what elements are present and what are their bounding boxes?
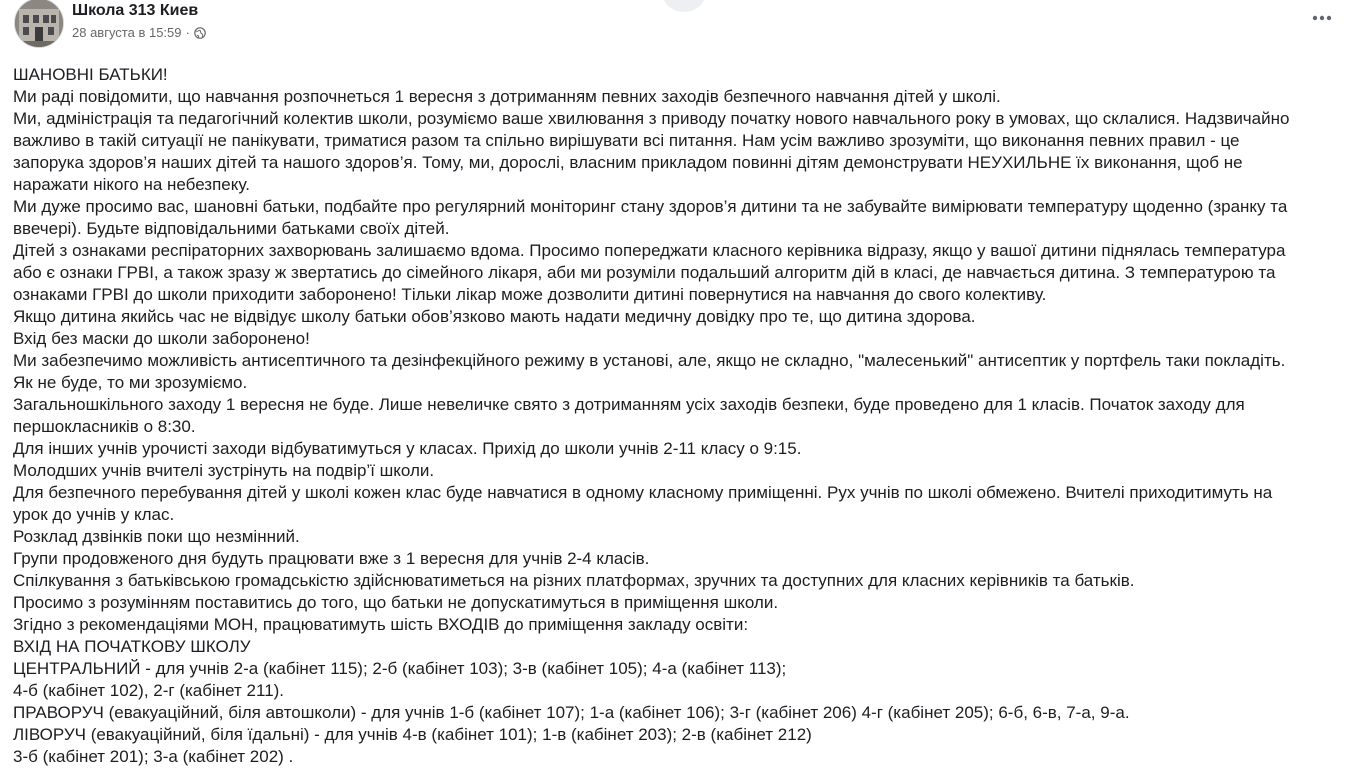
post-text-line: ПРАВОРУЧ (евакуаційний, біля автошколи) - для учнів 1-б (кабінет 107); 1-а (кабінет 106); 3-г (кабінет 206) 4-г (кабінет 205); 6-б, 6-в, 7-а, 9-а. — [13, 703, 1130, 722]
post-text-line: запорука здоров’я наших дітей та нашого здоров’я. Тому, ми, дорослі, власним прикладом повинні дітям демонструвати НЕУХИЛЬНЕ їх виконання, щоб не — [13, 153, 1243, 172]
post-text-line: Молодших учнів вчителі зустрінуть на подвір’ї школи. — [13, 461, 435, 480]
post-text-line: Ми, адміністрація та педагогічний колектив школи, розуміємо ваше хвилювання з приводу початку нового навчального року в умовах, що склалися. Надзвичайно — [13, 109, 1290, 128]
post-text-line: ШАНОВНІ БАТЬКИ! — [13, 65, 168, 84]
post-meta — [72, 25, 206, 42]
school-building-image — [15, 0, 63, 47]
post-text-line: Групи продовженого дня будуть працювати вже з 1 вересня для учнів 2-4 класів. — [13, 549, 650, 568]
post-text-line: Якщо дитина якийсь час не відвідує школу батьки обов’язково мають надати медичну довідку про те, що дитина здорова. — [13, 307, 976, 326]
post-text-line: урок до учнів у клас. — [13, 505, 175, 524]
post-text-line: Розклад дзвінків поки що незмінний. — [13, 527, 300, 546]
post-text-line: 3-б (кабінет 201); 3-а (кабінет 202) . — [13, 747, 294, 766]
post-text-line: Спілкування з батьківською громадськістю здійснюватиметься на різних платформах, зручних та доступних для класних керівників та батьків. — [13, 571, 1135, 590]
post-timestamp[interactable]: 28 августа в 15:59 — [72, 25, 182, 40]
post-text-line: Вхід без маски до школи заборонено! — [13, 329, 310, 348]
post-text-line: ввечері). Будьте відповідальними батьками своїх дітей. — [13, 219, 450, 238]
meta-separator: · — [185, 25, 190, 40]
post-text-line: ЦЕНТРАЛЬНИЙ - для учнів 2-а (кабінет 115); 2-б (кабінет 103); 3-в (кабінет 105); 4-а (кабінет 113); — [13, 659, 787, 678]
post-text-line: 4-б (кабінет 102), 2-г (кабінет 211). — [13, 681, 285, 700]
post-text-line: першокласників о 8:30. — [13, 417, 196, 436]
post-text-line: або є ознаки ГРВІ, а також зразу ж звертатись до сімейного лікаря, аби ми розуміли подальший алгоритм дій в класі, де навчається дитина. З температурою та — [13, 263, 1276, 282]
post-text-line: ЛІВОРУЧ (евакуаційний, біля їдальні) - для учнів 4-в (кабінет 101); 1-в (кабінет 203); 2-в (кабінет 212) — [13, 725, 812, 744]
post-text-line: ВХІД НА ПОЧАТКОВУ ШКОЛУ — [13, 637, 251, 656]
post-text-line: Для безпечного перебування дітей у школі кожен клас буде навчатися в одному класному приміщенні. Рух учнів по школі обмежено. Вчителі приходитимуть на — [13, 483, 1273, 502]
more-options-button[interactable] — [1306, 4, 1338, 32]
post-text-line: Ми дуже просимо вас, шановні батьки, подбайте про регулярний моніторинг стану здоров’я дитини та не забувайте вимірювати температуру щоденно (зранку та — [13, 197, 1288, 216]
post-text-line: наражати нікого на небезпеку. — [13, 175, 250, 194]
post-text-line: Ми раді повідомити, що навчання розпочнеться 1 вересня з дотриманням певних заходів безпечного навчання дітей у школі. — [13, 87, 1001, 106]
post-text-line: Як не буде, то ми зрозуміємо. — [13, 373, 248, 392]
post-text-line: Згідно з рекомендаціями МОН, працюватимуть шість ВХОДІВ до приміщення закладу освіти: — [13, 615, 749, 634]
post-header — [0, 0, 1347, 60]
post-text-line: ознаками ГРВІ до школи приходити заборонено! Тільки лікар може дозволити дитині повернутися на навчання до свого колективу. — [13, 285, 1047, 304]
post-text-line: Ми забезпечимо можливість антисептичного та дезінфекційного режиму в установі, але, якщо не складно, "малесенький" антисептик у портфель таки покладіть. — [13, 351, 1286, 370]
avatar[interactable] — [14, 0, 64, 48]
more-options-icon — [1312, 15, 1332, 21]
post-text-line: важливо в такій ситуації не панікувати, триматися разом та спільно вирішувати всі питання. Нам усім важливо зрозуміти, що виконання певних правил - це — [13, 131, 1240, 150]
post-text — [13, 64, 1343, 768]
post-text-line: Просимо з розумінням поставитись до того, що батьки не допускатимуться в приміщення школи. — [13, 593, 779, 612]
post-text-line: Дітей з ознаками респіраторних захворювань залишаємо вдома. Просимо попереджати класного керівника відразу, якщо у вашої дитини піднялась температура — [13, 241, 1286, 260]
globe-icon — [194, 27, 206, 42]
post-text-line: Загальношкільного заходу 1 вересня не буде. Лише невеличке свято з дотриманням усіх заходів безпеки, буде проведено для 1 класів. Початок заходу для — [13, 395, 1245, 414]
scroll-handle[interactable] — [662, 0, 706, 12]
post-text-line: Для інших учнів урочисті заходи відбуватимуться у класах. Прихід до школи учнів 2-11 класу о 9:15. — [13, 439, 802, 458]
page-name-link[interactable]: Школа 313 Киев — [72, 2, 199, 19]
